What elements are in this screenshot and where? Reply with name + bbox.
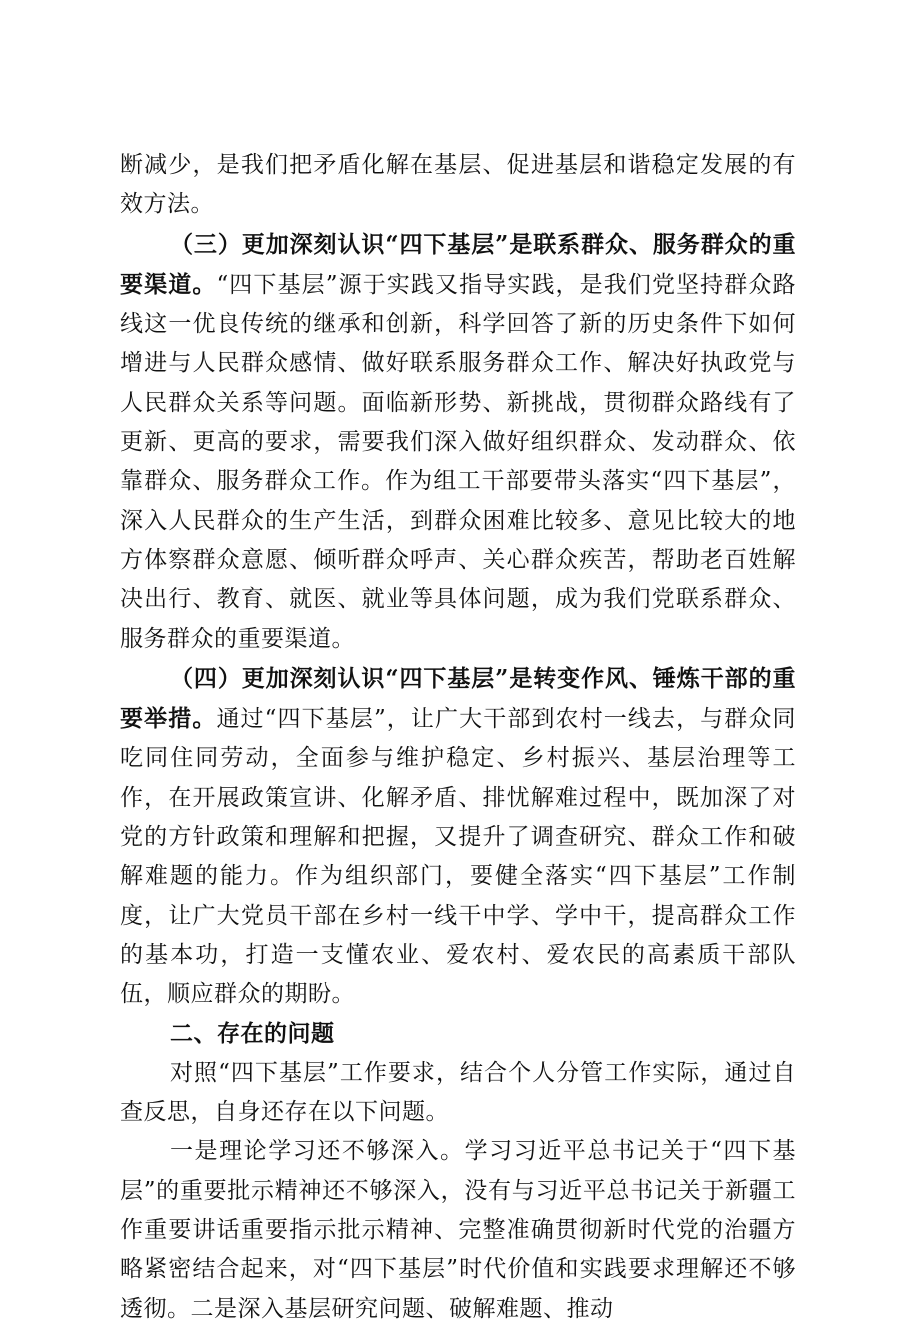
- paragraph-section-3: [120, 225, 796, 659]
- document-body: [120, 146, 796, 1329]
- section-3-text: “四下基层”源于实践又指导实践，是我们党坚持群众路线这一优良传统的继承和创新，科学回答了新的历史条件下如何增进与人民群众感情、做好联系服务群众工作、解决好执政党与人民群众关系等问题。面临新形势、新挑战，贯彻群众路线有了更新、更高的要求，需要我们深入做好组织群众、发动群众、依靠群众、服务群众工作。作为组工干部要带头落实“四下基层”，深入人民群众的生产生活，到群众困难比较多、意见比较大的地方体察群众意愿、倾听群众呼声、关心群众疾苦，帮助老百姓解决出行、教育、就医、就业等具体问题，成为我们党联系群众、服务群众的重要渠道。: [120, 271, 796, 652]
- section-4-text: 通过“四下基层”，让广大干部到农村一线去，与群众同吃同住同劳动，全面参与维护稳定、乡村振兴、基层治理等工作，在开展政策宣讲、化解矛盾、排忧解难过程中，既加深了对党的方针政策和理解和把握，又提升了调查研究、群众工作和破解难题的能力。作为组织部门，要健全落实“四下基层”工作制度，让广大党员干部在乡村一线干中学、学中干，提高群众工作的基本功，打造一支懂农业、爱农村、爱农民的高素质干部队伍，顺应群众的期盼。: [120, 706, 796, 1008]
- section-3-heading: （三）更加深刻认识“四下基层”是联系群众、服务群众的重要渠道。: [120, 230, 796, 298]
- paragraph-problems: 一是理论学习还不够深入。学习习近平总书记关于“四下基层”的重要批示精神还不够深入，没有与习近平总书记关于新疆工作重要讲话重要指示批示精神、完整准确贯彻新时代党的治疆方略紧密结合起来，对“四下基层”时代价值和实践要求理解还不够透彻。二是深入基层研究问题、破解难题、推动: [120, 1138, 796, 1322]
- section-4-heading: （四）更加深刻认识“四下基层”是转变作风、锤炼干部的重要举措。: [120, 664, 796, 733]
- paragraph-text: 断减少，是我们把矛盾化解在基层、促进基层和谐稳定发展的有效方法。: [120, 152, 796, 218]
- paragraph-section-4: [120, 659, 796, 1015]
- chapter-heading: 二、存在的问题: [170, 1020, 335, 1047]
- paragraph-continuation: [120, 146, 796, 225]
- paragraph-intro: 对照“四下基层”工作要求，结合个人分管工作实际，通过自查反思，自身还存在以下问题。: [120, 1059, 796, 1126]
